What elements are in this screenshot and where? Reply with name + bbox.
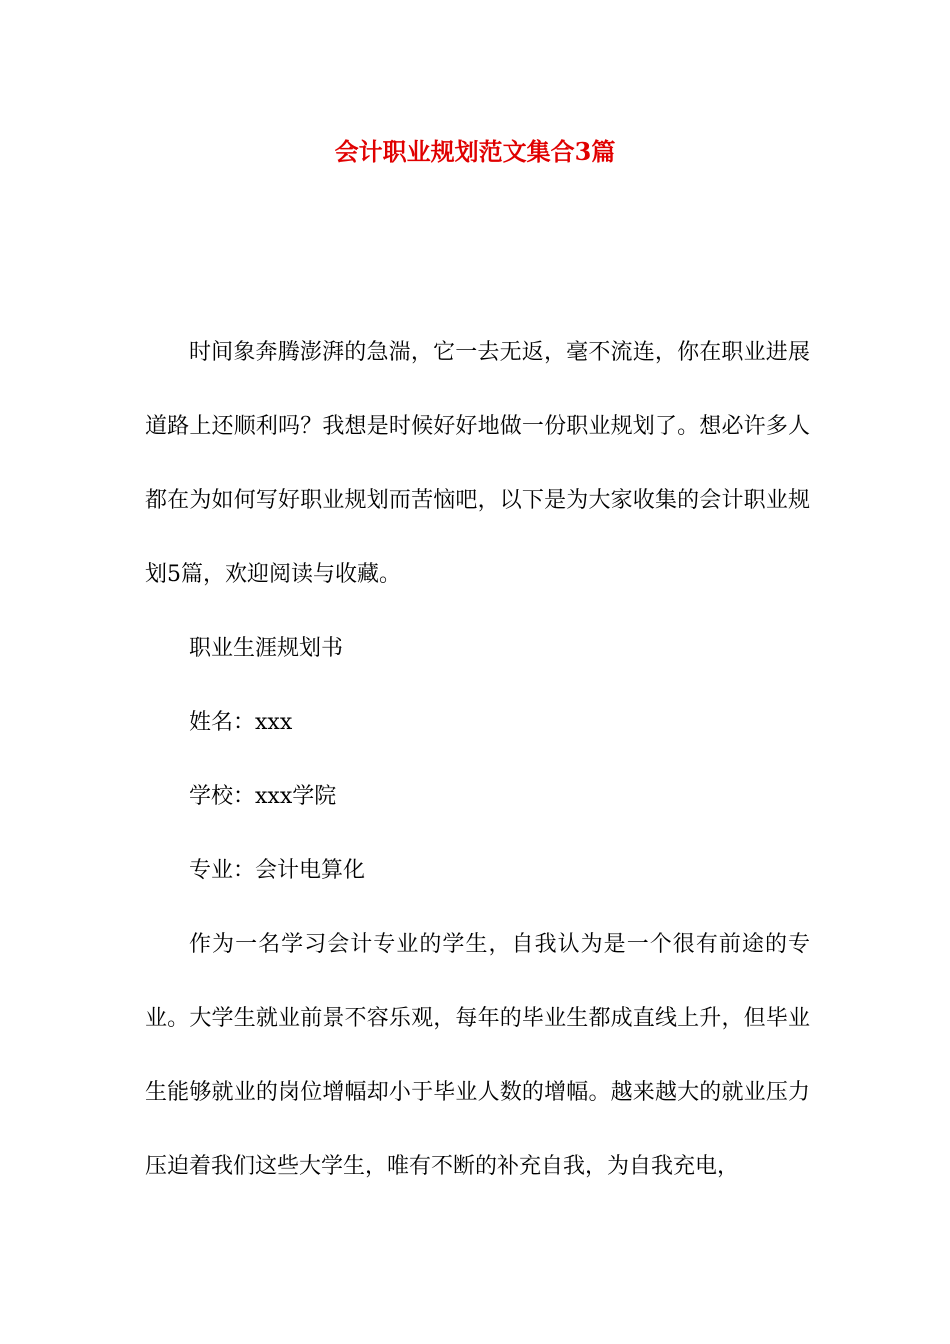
document-body <box>145 316 810 1204</box>
document-title: 会计职业规划范文集合3篇 <box>334 137 616 166</box>
plan-heading: 职业生涯规划书 <box>189 636 344 661</box>
name-line: 姓名：xxx <box>189 710 293 735</box>
intro-paragraph: 时间象奔腾澎湃的急湍，它一去无返，毫不流连，你在职业进展道路上还顺利吗？我想是时候好好地做一份职业规划了。想必许多人都在为如何写好职业规划而苦恼吧，以下是为大家收集的会计职业规划5篇，欢迎阅读与收藏。 <box>145 340 810 587</box>
school-line: 学校：xxx学院 <box>189 784 337 809</box>
body-paragraph: 作为一名学习会计专业的学生，自我认为是一个很有前途的专业。大学生就业前景不容乐观，每年的毕业生都成直线上升，但毕业生能够就业的岗位增幅却小于毕业人数的增幅。越来越大的就业压力压迫着我们这些大学生，唯有不断的补充自我，为自我充电， <box>145 932 810 1179</box>
major-line: 专业：会计电算化 <box>189 858 366 883</box>
